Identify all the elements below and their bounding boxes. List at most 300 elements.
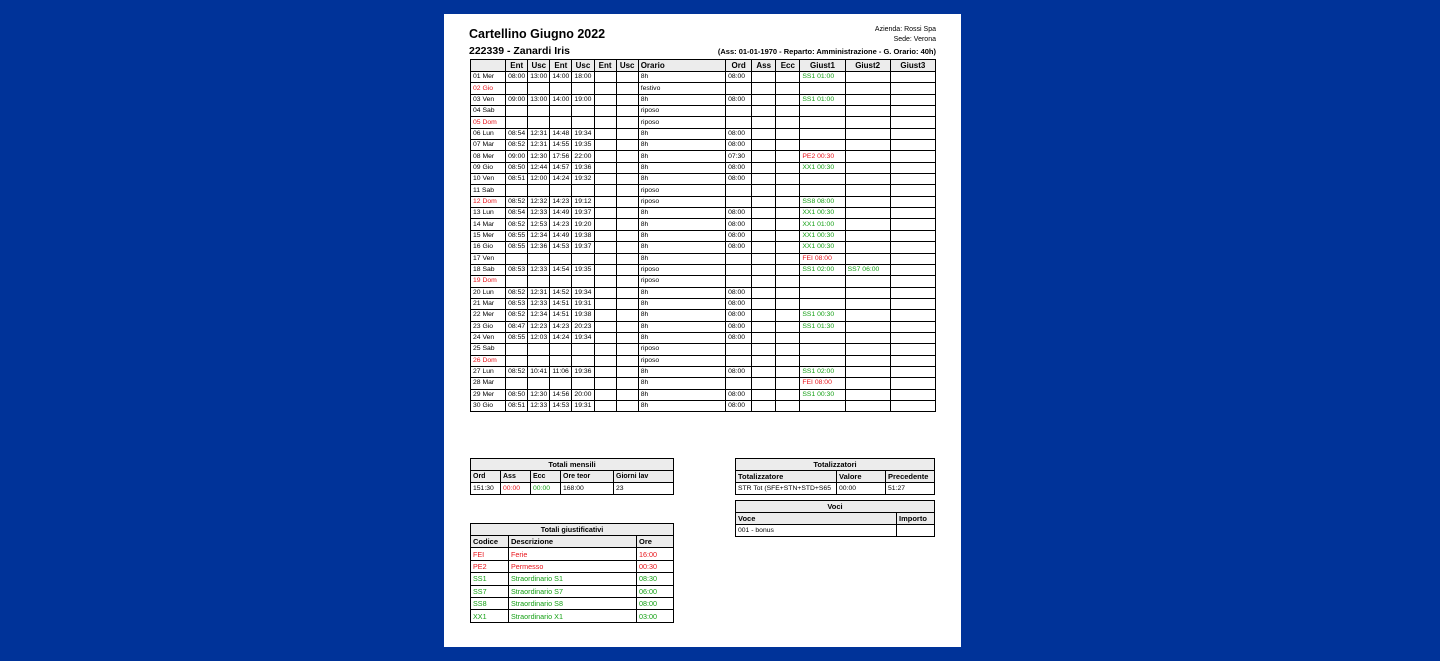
table-row [471, 573, 674, 585]
column-header: Precedente [886, 471, 935, 483]
company-name: Azienda: Rossi Spa [874, 26, 936, 33]
cell-empty [776, 242, 800, 253]
cell-e2: 14:51 [550, 298, 572, 309]
cell-ord: 08:00 [726, 287, 752, 298]
cell-empty [776, 208, 800, 219]
table-row [471, 242, 936, 253]
cell-g2 [845, 389, 890, 400]
cell-ord: 08:00 [726, 389, 752, 400]
cell-u2: 22:00 [572, 151, 594, 162]
cell-day: 27 Lun [471, 366, 506, 377]
column-header: Codice [471, 536, 509, 548]
cell-orario: 8h [638, 140, 725, 151]
cell-u1: 12:00 [528, 174, 550, 185]
cell-ord [726, 253, 752, 264]
table-row [471, 400, 936, 411]
cell-empty [616, 242, 638, 253]
cell-ord: 08:00 [726, 310, 752, 321]
cell-e1: 08:53 [506, 298, 528, 309]
cell-empty [594, 276, 616, 287]
cell-empty [616, 230, 638, 241]
table-row [471, 585, 674, 597]
cell-ord: 08:00 [726, 174, 752, 185]
cell-e2 [550, 276, 572, 287]
cell-u1: 12:03 [528, 332, 550, 343]
cell-code: SS7 [471, 585, 509, 597]
table-row [471, 128, 936, 139]
cell-e2: 14:49 [550, 230, 572, 241]
cell-e1 [506, 185, 528, 196]
cell-empty [890, 400, 935, 411]
cell-ord [726, 196, 752, 207]
cell-u1 [528, 276, 550, 287]
cell-g2 [845, 298, 890, 309]
cell-u2: 19:38 [572, 230, 594, 241]
cell-empty [594, 344, 616, 355]
cell-g2 [845, 128, 890, 139]
cell-ord: 08:00 [726, 400, 752, 411]
cell-empty [890, 355, 935, 366]
table-row [471, 117, 936, 128]
totalizer-cell: STR Tot (SFE+STN+STD+S65 [736, 483, 837, 495]
cell-orario: 8h [638, 321, 725, 332]
cell-ord: 08:00 [726, 162, 752, 173]
cell-empty [890, 219, 935, 230]
cell-empty [616, 298, 638, 309]
cell-empty [776, 140, 800, 151]
cell-g2: SS7 06:00 [845, 264, 890, 275]
cell-empty [752, 389, 776, 400]
monthly-total-value: 00:00 [501, 483, 531, 495]
table-row [471, 162, 936, 173]
cell-orario: riposo [638, 344, 725, 355]
cell-g2 [845, 230, 890, 241]
cell-empty [776, 162, 800, 173]
table-row [471, 208, 936, 219]
cell-empty [594, 310, 616, 321]
cell-empty [616, 151, 638, 162]
justifications-title: Totali giustificativi [471, 524, 674, 536]
cell-empty [594, 83, 616, 94]
cell-empty [616, 72, 638, 83]
cell-day: 02 Gio [471, 83, 506, 94]
cell-day: 12 Dom [471, 196, 506, 207]
cell-ore: 08:30 [637, 573, 674, 585]
cell-empty [616, 117, 638, 128]
cell-ord [726, 355, 752, 366]
cell-e2 [550, 83, 572, 94]
cell-u2: 19:38 [572, 310, 594, 321]
table-row [471, 264, 936, 275]
cell-u1: 12:32 [528, 196, 550, 207]
cell-empty [616, 94, 638, 105]
monthly-total-value: 151:30 [471, 483, 501, 495]
table-row [471, 230, 936, 241]
cell-ord [726, 264, 752, 275]
totalizers-table [735, 458, 935, 495]
cell-ord: 08:00 [726, 219, 752, 230]
cell-ord [726, 185, 752, 196]
cell-empty [616, 253, 638, 264]
item-cell [897, 525, 935, 537]
cell-empty [616, 344, 638, 355]
cell-empty [616, 355, 638, 366]
cell-empty [776, 332, 800, 343]
cell-e1 [506, 344, 528, 355]
column-header: Usc [616, 60, 638, 72]
cell-empty [776, 83, 800, 94]
cell-g2 [845, 253, 890, 264]
column-header: Ord [726, 60, 752, 72]
cell-day: 19 Dom [471, 276, 506, 287]
cell-empty [594, 140, 616, 151]
cell-g1: SS1 00:30 [800, 310, 845, 321]
cell-e1 [506, 106, 528, 117]
item-cell: 001 - bonus [736, 525, 897, 537]
cell-u2: 19:31 [572, 298, 594, 309]
cell-e2 [550, 106, 572, 117]
cell-day: 21 Mar [471, 298, 506, 309]
cell-u2 [572, 83, 594, 94]
column-header: Ore teor [561, 471, 614, 483]
cell-e1: 08:55 [506, 332, 528, 343]
cell-day: 18 Sab [471, 264, 506, 275]
cell-e1: 09:00 [506, 151, 528, 162]
cell-ord: 08:00 [726, 72, 752, 83]
cell-e1: 08:50 [506, 389, 528, 400]
cell-ord [726, 378, 752, 389]
cell-e1: 08:54 [506, 128, 528, 139]
cell-e1 [506, 378, 528, 389]
cell-empty [594, 366, 616, 377]
cell-g2 [845, 174, 890, 185]
cell-g2 [845, 242, 890, 253]
cell-empty [890, 276, 935, 287]
table-row [471, 140, 936, 151]
cell-g2 [845, 378, 890, 389]
table-row [471, 196, 936, 207]
cell-empty [890, 128, 935, 139]
table-row [471, 597, 674, 609]
cell-empty [890, 389, 935, 400]
cell-empty [776, 264, 800, 275]
cell-empty [752, 400, 776, 411]
cell-orario: riposo [638, 276, 725, 287]
cell-empty [890, 298, 935, 309]
cell-e2: 11:06 [550, 366, 572, 377]
cell-g1 [800, 83, 845, 94]
cell-e2 [550, 253, 572, 264]
cell-empty [752, 151, 776, 162]
cell-empty [890, 332, 935, 343]
cell-g2 [845, 344, 890, 355]
totalizers-header [736, 471, 935, 483]
cell-u1: 12:53 [528, 219, 550, 230]
cell-e2 [550, 185, 572, 196]
cell-g2 [845, 83, 890, 94]
cell-ore: 03:00 [637, 610, 674, 622]
cell-empty [752, 366, 776, 377]
cell-orario: 8h [638, 162, 725, 173]
cell-empty [594, 162, 616, 173]
cell-e2: 17:56 [550, 151, 572, 162]
cell-empty [752, 174, 776, 185]
table-row [471, 310, 936, 321]
cell-g1: SS8 08:00 [800, 196, 845, 207]
cell-empty [890, 151, 935, 162]
cell-orario: festivo [638, 83, 725, 94]
cell-u2 [572, 253, 594, 264]
table-row [471, 83, 936, 94]
cell-e1: 08:52 [506, 196, 528, 207]
cell-empty [890, 287, 935, 298]
cell-day: 16 Gio [471, 242, 506, 253]
cell-day: 14 Mar [471, 219, 506, 230]
employee-meta: (Ass: 01-01-1970 - Reparto: Amministrazione - G. Orario: 40h) [717, 47, 936, 56]
cell-day: 30 Gio [471, 400, 506, 411]
cell-u1: 12:31 [528, 140, 550, 151]
cell-g2 [845, 140, 890, 151]
cell-empty [776, 174, 800, 185]
monthly-totals-values [471, 483, 674, 495]
cell-e2: 14:23 [550, 219, 572, 230]
cell-e1 [506, 253, 528, 264]
cell-e2: 14:51 [550, 310, 572, 321]
cell-empty [594, 378, 616, 389]
cell-e1: 08:52 [506, 287, 528, 298]
cell-e1: 09:00 [506, 94, 528, 105]
cell-empty [890, 344, 935, 355]
cell-e2: 14:23 [550, 321, 572, 332]
cell-empty [616, 321, 638, 332]
cell-empty [594, 106, 616, 117]
cell-g1 [800, 174, 845, 185]
cell-empty [890, 185, 935, 196]
cell-empty [594, 355, 616, 366]
cell-u2: 19:34 [572, 332, 594, 343]
monthly-total-value: 00:00 [531, 483, 561, 495]
cell-e1: 08:50 [506, 162, 528, 173]
cell-u1 [528, 378, 550, 389]
column-header: Usc [528, 60, 550, 72]
cell-e1: 08:52 [506, 366, 528, 377]
cell-u1: 12:30 [528, 151, 550, 162]
cell-day: 10 Ven [471, 174, 506, 185]
cell-code: SS8 [471, 597, 509, 609]
column-header: Voce [736, 513, 897, 525]
cell-empty [594, 174, 616, 185]
table-row [471, 151, 936, 162]
cell-orario: 8h [638, 310, 725, 321]
cell-orario: 8h [638, 298, 725, 309]
cell-empty [752, 185, 776, 196]
cell-orario: 8h [638, 230, 725, 241]
cell-orario: 8h [638, 287, 725, 298]
cell-empty [616, 185, 638, 196]
cell-empty [890, 242, 935, 253]
cell-empty [776, 400, 800, 411]
cell-u1: 12:33 [528, 298, 550, 309]
cell-u2: 19:20 [572, 219, 594, 230]
cell-e2: 14:24 [550, 332, 572, 343]
cell-empty [594, 196, 616, 207]
cell-empty [594, 117, 616, 128]
cell-g1: SS1 01:00 [800, 94, 845, 105]
cell-empty [890, 106, 935, 117]
cell-desc: Straordinario S7 [509, 585, 637, 597]
cell-u1: 12:30 [528, 389, 550, 400]
column-header: Giust1 [800, 60, 845, 72]
cell-orario: 8h [638, 72, 725, 83]
cell-empty [776, 128, 800, 139]
cell-g1 [800, 287, 845, 298]
cell-e2 [550, 344, 572, 355]
cell-u1: 12:31 [528, 128, 550, 139]
cell-empty [616, 106, 638, 117]
cell-empty [616, 174, 638, 185]
items-header [736, 513, 935, 525]
cell-empty [594, 128, 616, 139]
cell-g2 [845, 208, 890, 219]
cell-empty [776, 94, 800, 105]
cell-ord: 08:00 [726, 140, 752, 151]
cell-u1: 12:34 [528, 310, 550, 321]
cell-day: 20 Lun [471, 287, 506, 298]
cell-e1: 08:52 [506, 310, 528, 321]
cell-ord: 08:00 [726, 366, 752, 377]
cell-empty [752, 276, 776, 287]
cell-orario: riposo [638, 117, 725, 128]
cell-g2 [845, 94, 890, 105]
cell-empty [752, 196, 776, 207]
table-row [471, 332, 936, 343]
cell-u1: 13:00 [528, 94, 550, 105]
cell-orario: 8h [638, 389, 725, 400]
cell-g2 [845, 117, 890, 128]
cell-empty [752, 140, 776, 151]
cell-u2 [572, 106, 594, 117]
column-header: Importo [897, 513, 935, 525]
cell-e2: 14:24 [550, 174, 572, 185]
cell-day: 03 Ven [471, 94, 506, 105]
cell-e2: 14:55 [550, 140, 572, 151]
cell-empty [594, 219, 616, 230]
cell-empty [752, 355, 776, 366]
cell-e2: 14:53 [550, 242, 572, 253]
table-row [471, 174, 936, 185]
column-header: Giust3 [890, 60, 935, 72]
cell-e2: 14:52 [550, 287, 572, 298]
cell-day: 01 Mer [471, 72, 506, 83]
cell-orario: 8h [638, 94, 725, 105]
cell-empty [594, 332, 616, 343]
cell-empty [776, 344, 800, 355]
cell-empty [752, 83, 776, 94]
cell-g1: SS1 01:00 [800, 72, 845, 83]
cell-empty [594, 242, 616, 253]
cell-empty [752, 94, 776, 105]
cell-u1: 12:23 [528, 321, 550, 332]
cell-day: 11 Sab [471, 185, 506, 196]
cell-empty [890, 366, 935, 377]
cell-empty [616, 400, 638, 411]
cell-orario: 8h [638, 400, 725, 411]
cell-empty [890, 253, 935, 264]
cell-u1 [528, 344, 550, 355]
cell-g1: SS1 01:30 [800, 321, 845, 332]
cell-u2: 19:34 [572, 128, 594, 139]
cell-empty [890, 94, 935, 105]
cell-g1: SS1 02:00 [800, 366, 845, 377]
cell-g1 [800, 276, 845, 287]
cell-e1: 08:00 [506, 72, 528, 83]
cell-empty [890, 83, 935, 94]
table-row [471, 253, 936, 264]
cell-empty [616, 162, 638, 173]
cell-u2: 20:23 [572, 321, 594, 332]
cell-orario: 8h [638, 208, 725, 219]
cell-orario: riposo [638, 355, 725, 366]
cell-empty [752, 219, 776, 230]
cell-code: XX1 [471, 610, 509, 622]
justifications-table [470, 523, 674, 623]
cell-empty [890, 321, 935, 332]
cell-u1: 12:31 [528, 287, 550, 298]
cell-g1: XX1 00:30 [800, 208, 845, 219]
cell-empty [890, 174, 935, 185]
cell-g2 [845, 151, 890, 162]
items-table [735, 500, 935, 537]
cell-ore: 16:00 [637, 548, 674, 560]
column-header: Descrizione [509, 536, 637, 548]
cell-g1 [800, 332, 845, 343]
cell-u2: 19:00 [572, 94, 594, 105]
monthly-total-value: 168:00 [561, 483, 614, 495]
table-row [471, 366, 936, 377]
cell-empty [776, 219, 800, 230]
cell-ord [726, 344, 752, 355]
table-row [471, 72, 936, 83]
cell-empty [616, 128, 638, 139]
cell-u2 [572, 117, 594, 128]
cell-g2 [845, 162, 890, 173]
site-name: Sede: Verona [893, 36, 936, 43]
cell-e2 [550, 117, 572, 128]
cell-day: 09 Gio [471, 162, 506, 173]
table-row [471, 219, 936, 230]
cell-empty [776, 72, 800, 83]
cell-empty [776, 366, 800, 377]
cell-empty [616, 287, 638, 298]
column-header: Giorni lav [614, 471, 674, 483]
cell-ord [726, 276, 752, 287]
cell-g1: XX1 00:30 [800, 230, 845, 241]
cell-empty [776, 389, 800, 400]
cell-g1 [800, 298, 845, 309]
cell-g2 [845, 355, 890, 366]
column-header: Ass [501, 471, 531, 483]
column-header: Ass [752, 60, 776, 72]
employee-name: 222339 - Zanardi Iris [469, 45, 570, 57]
cell-empty [752, 230, 776, 241]
column-header: Ord [471, 471, 501, 483]
cell-day: 17 Ven [471, 253, 506, 264]
cell-empty [752, 298, 776, 309]
cell-empty [594, 264, 616, 275]
table-row [471, 94, 936, 105]
cell-u1 [528, 106, 550, 117]
cell-orario: 8h [638, 151, 725, 162]
